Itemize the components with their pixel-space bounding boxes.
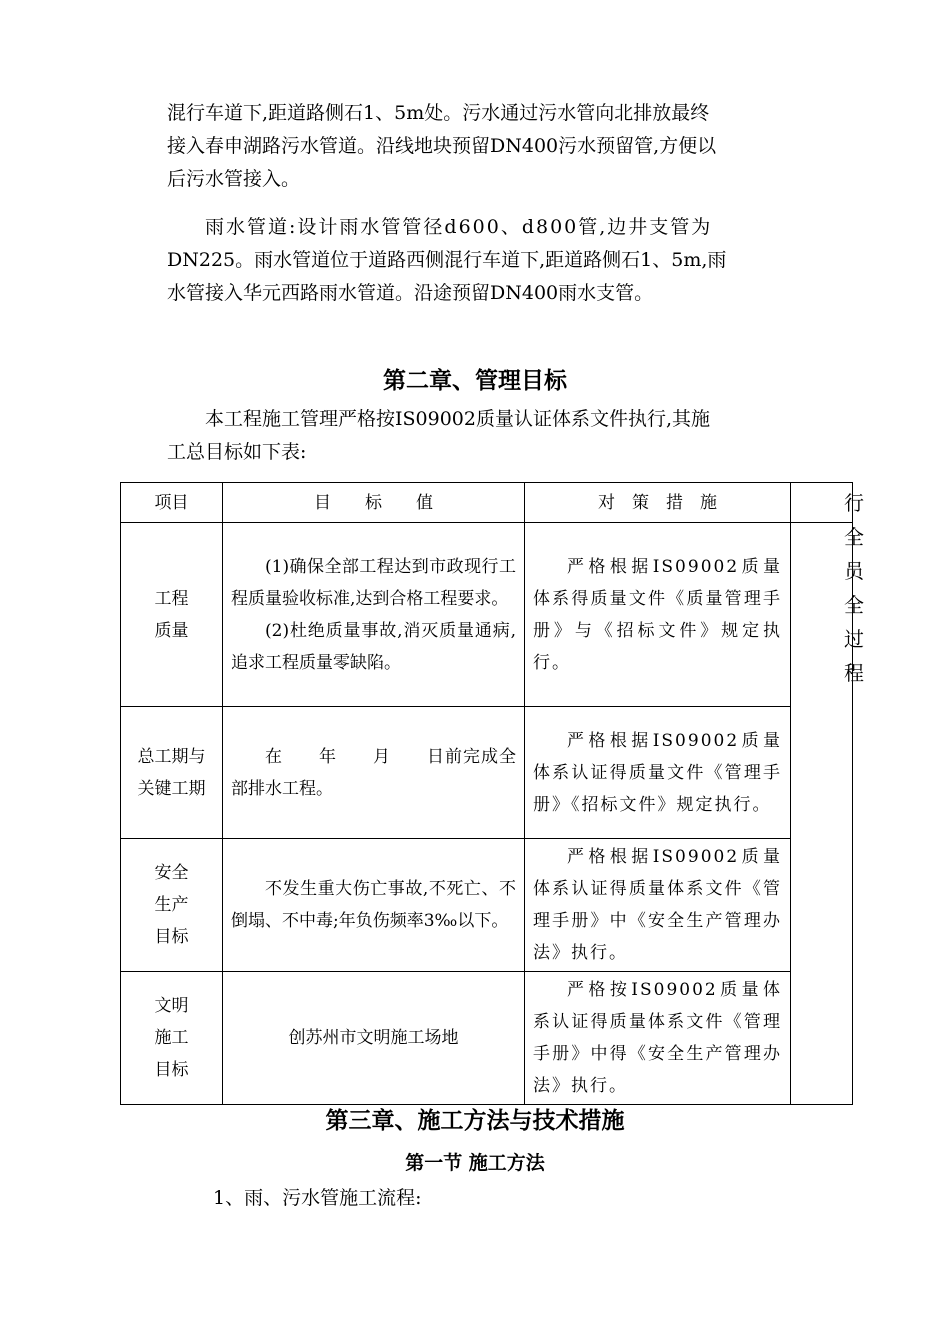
paragraph-line: 雨水管道:设计雨水管管径d600、d800管,边井支管为 xyxy=(205,216,713,238)
row-item-civilized: 文明 施工 目标 xyxy=(121,972,223,1105)
header-item: 项目 xyxy=(121,483,223,523)
table-row xyxy=(121,972,853,1105)
paragraph-line: 混行车道下,距道路侧石1、5m处。污水通过污水管向北排放最终 xyxy=(167,102,710,124)
header-target: 目 标 值 xyxy=(223,483,525,523)
side-vertical-text: 行 全 员 全 过 程 xyxy=(844,491,864,685)
row-item-safety: 安全 生产 目标 xyxy=(121,839,223,972)
paragraph-line: 水管接入华元西路雨水管道。沿途预留DN400雨水支管。 xyxy=(167,282,654,304)
header-measure: 对 策 措 施 xyxy=(525,483,791,523)
chapter-3-title: 第三章、施工方法与技术措施 xyxy=(325,1108,625,1134)
row-target-quality: (1)确保全部工程达到市政现行工程质量验收标准,达到合格工程要求。 (2)杜绝质量事故,消灭质量通病,追求工程质量零缺陷。 xyxy=(223,523,525,707)
row-measure-safety: 严格根据IS09002质量体系认证得质量体系文件《管理手册》中《安全生产管理办法》执行。 xyxy=(525,839,791,972)
paragraph-line: 接入春申湖路污水管道。沿线地块预留DN400污水预留管,方便以 xyxy=(167,135,717,157)
paragraph-line: 工总目标如下表: xyxy=(167,441,307,463)
table-row xyxy=(121,523,853,707)
row-measure-schedule: 严格根据IS09002质量体系认证得质量文件《管理手册》《招标文件》规定执行。 xyxy=(525,707,791,839)
table-row xyxy=(121,707,853,839)
paragraph-rainwater xyxy=(167,211,807,310)
paragraph-line: DN225。雨水管道位于道路西侧混行车道下,距道路侧石1、5m,雨 xyxy=(167,249,727,271)
row-item-schedule: 总工期与 关键工期 xyxy=(121,707,223,839)
row-target-safety: 不发生重大伤亡事故,不死亡、不倒塌、不中毒;年负伤频率3‰以下。 xyxy=(223,839,525,972)
row-target-civilized: 创苏州市文明施工场地 xyxy=(223,972,525,1105)
row-target-schedule: 在 年 月 日前完成全部排水工程。 xyxy=(223,707,525,839)
table-header-row xyxy=(121,483,853,523)
row-measure-civilized: 严格按IS09002质量体系认证得质量体系文件《管理手册》中得《安全生产管理办法》执行。 xyxy=(525,972,791,1105)
process-item-1: 1、雨、污水管施工流程: xyxy=(213,1187,422,1209)
section-1-title: 第一节 施工方法 xyxy=(405,1152,545,1174)
paragraph-sewage xyxy=(167,97,807,196)
row-measure-quality: 严格根据IS09002质量体系得质量文件《质量管理手册》与《招标文件》规定执行。 xyxy=(525,523,791,707)
paragraph-line: 后污水管接入。 xyxy=(167,168,301,190)
management-goals-table xyxy=(120,482,853,1105)
row-item-quality: 工程 质量 xyxy=(121,523,223,707)
chapter-2-title: 第二章、管理目标 xyxy=(383,368,567,394)
table-row xyxy=(121,839,853,972)
paragraph-line: 本工程施工管理严格按IS09002质量认证体系文件执行,其施 xyxy=(205,408,711,430)
chapter-2-intro xyxy=(167,403,807,469)
